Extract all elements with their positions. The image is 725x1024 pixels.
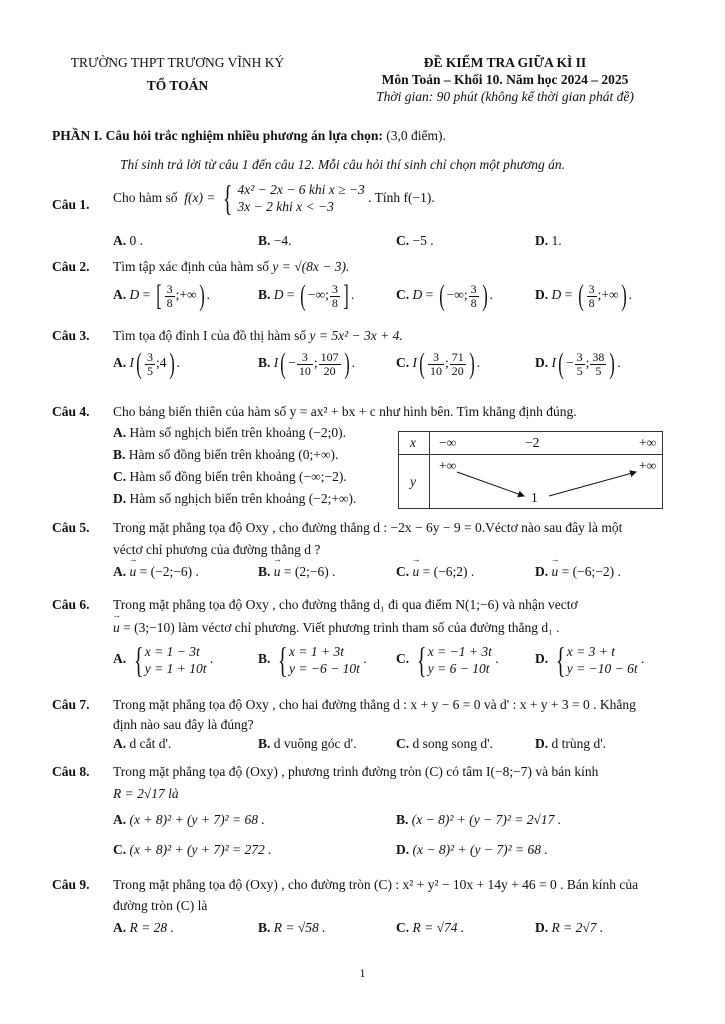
question-label: Câu 6. [52, 597, 90, 612]
question-9-line1: Trong mặt phẳng tọa độ (Oxy) , cho đường tròn (C) : x² + y² − 10x + 14y + 46 = 0 . Bán kính của [113, 877, 639, 892]
q9-option-c[interactable]: C. R = √74 . [396, 920, 465, 935]
q5-option-a[interactable]: A. → u = (−2;−6) . [113, 564, 199, 580]
q3-option-c[interactable]: C. I( $\frac{3}{10}$ ; $\frac{71}{20}$ ) . [396, 347, 481, 380]
q6-option-d[interactable]: D. { x = 3 + t y = −10 − 6t . [535, 640, 645, 680]
variation-table [398, 431, 663, 509]
question-2-text [113, 259, 349, 275]
q5-option-d[interactable]: D. → u = (−6;−2) . [535, 564, 621, 580]
q4-option-c[interactable]: C. Hàm số đồng biến trên khoảng (−∞;−2). [113, 469, 347, 484]
part1-title: PHẦN I. Câu hỏi trắc nghiệm nhiều phương án lựa chọn: [52, 128, 383, 143]
department: TỔ TOÁN [146, 78, 209, 93]
question-label: Câu 1. [52, 197, 90, 212]
exam-subject: Môn Toán – Khối 10. Năm học 2024 – 2025 [381, 72, 629, 87]
part1-instruction: Thí sinh trả lời từ câu 1 đến câu 12. Mỗi câu hỏi thí sinh chỉ chọn một phương án. [120, 157, 565, 172]
school-name: TRƯỜNG THPT TRƯƠNG VĨNH KÝ [70, 55, 285, 70]
question-7-line1: Trong mặt phẳng tọa độ Oxy , cho hai đường thẳng d : x + y − 6 = 0 và d' : x + y + 3 = 0 . Khẳng [113, 697, 636, 712]
q7-option-b[interactable]: B. d vuông góc d'. [258, 736, 357, 751]
q1-option-b[interactable]: B. −4. [258, 233, 292, 248]
page-number: 1 [359, 966, 366, 980]
q1-row2: 3x − 2 khi x < −3 [237, 199, 334, 214]
question-9-line2: đường tròn (C) là [113, 898, 208, 913]
question-label: Câu 2. [52, 259, 90, 274]
exam-time: Thời gian: 90 phút (không kể thời gian phát đề) [376, 89, 634, 104]
q1-fx: f(x) = [180, 190, 216, 205]
question-label: Câu 9. [52, 877, 90, 892]
q7-option-d[interactable]: D. d trùng d'. [535, 736, 607, 751]
question-8-line1: Trong mặt phẳng tọa độ (Oxy) , phương trình đường tròn (C) có tâm I(−8;−7) và bán kính [113, 764, 599, 779]
q5-option-b[interactable]: B. → u = (2;−6) . [258, 564, 336, 580]
q2-option-d[interactable]: D. D = ( $\frac{3}{8}$ ;+∞) . [535, 279, 632, 312]
q5-option-c[interactable]: C. → u = (−6;2) . [396, 564, 474, 580]
table-y1: +∞ [439, 458, 457, 473]
q6-option-c[interactable]: C. { x = −1 + 3t y = 6 − 10t . [396, 640, 499, 680]
question-6-line2: → u = (3;−10) làm véctơ chỉ phương. Viết phương trình tham số của đường thẳng d₁ . [113, 620, 560, 636]
q1-row1: 4x² − 2x − 6 khi x ≥ −3 [237, 182, 365, 197]
table-y-label: y [410, 474, 416, 489]
question-4-text: Cho bảng biến thiên của hàm số y = ax² + bx + c như hình bên. Tìm khẳng định đúng. [113, 404, 577, 419]
q9-option-d[interactable]: D. R = 2√7 . [535, 920, 604, 935]
q1-pre: Cho hàm số [113, 190, 178, 205]
q1-option-d[interactable]: D. 1. [535, 233, 562, 248]
q7-option-c[interactable]: C. d song song d'. [396, 736, 493, 751]
q2-option-b[interactable]: B. D = ( −∞; $\frac{3}{8}$ ] . [258, 279, 355, 312]
table-x1: −∞ [439, 435, 457, 450]
question-6-line1: Trong mặt phẳng tọa độ Oxy , cho đường thẳng d₁ đi qua điểm N(1;−6) và nhận vectơ [113, 597, 578, 612]
q1-option-a[interactable]: A. 0 . [113, 233, 143, 248]
table-x2: −2 [525, 435, 540, 450]
q8-option-a[interactable]: A. (x + 8)² + (y + 7)² = 68 . [113, 812, 265, 827]
question-3-text [113, 328, 403, 344]
q2-option-a[interactable]: A. D = [ $\frac{3}{8}$ ;+∞) . [113, 279, 210, 312]
question-label: Câu 5. [52, 520, 90, 535]
question-7-line2: định nào sau đây là đúng? [113, 717, 254, 732]
table-arrows [399, 432, 664, 510]
q8-option-c[interactable]: C. (x + 8)² + (y + 7)² = 272 . [113, 842, 272, 857]
q2-text: Tìm tập xác định của hàm số [113, 259, 269, 274]
table-x3: +∞ [639, 435, 657, 450]
q7-option-a[interactable]: A. d cắt d'. [113, 736, 172, 751]
q1-piecewise [219, 180, 365, 216]
q4-option-d[interactable]: D. Hàm số nghịch biến trên khoảng (−2;+∞). [113, 491, 357, 506]
q9-option-a[interactable]: A. R = 28 . [113, 920, 174, 935]
q3-func: y = 5x² − 3x + 4. [309, 328, 403, 343]
question-label: Câu 7. [52, 697, 90, 712]
exam-title: ĐỀ KIỂM TRA GIỮA KÌ II [423, 55, 587, 70]
question-label: Câu 8. [52, 764, 90, 779]
table-x-label: x [410, 435, 416, 450]
brace-icon: { [222, 178, 233, 218]
q8-option-b[interactable]: B. (x − 8)² + (y − 7)² = 2√17 . [396, 812, 562, 827]
q3-text: Tìm tọa độ đỉnh I của đồ thị hàm số [113, 328, 307, 343]
q8-option-d[interactable]: D. (x − 8)² + (y − 7)² = 68 . [396, 842, 548, 857]
q6-option-b[interactable]: B. { x = 1 + 3t y = −6 − 10t . [258, 640, 367, 680]
part1-score: (3,0 điểm). [386, 128, 446, 143]
q9-option-b[interactable]: B. R = √58 . [258, 920, 326, 935]
question-label: Câu 4. [52, 404, 90, 419]
part1-heading [52, 128, 446, 144]
q3-option-b[interactable]: B. I( − $\frac{3}{10}$ ; $\frac{107}{20}$ ) . [258, 347, 356, 380]
q4-option-a[interactable]: A. Hàm số nghịch biến trên khoảng (−2;0). [113, 425, 346, 440]
increase-arrow-icon [549, 472, 636, 496]
q2-option-c[interactable]: C. D = ( −∞; $\frac{3}{8}$ ) . [396, 279, 493, 312]
question-5-line2: véctơ chỉ phương của đường thẳng d ? [113, 542, 321, 557]
table-y2: 1 [531, 490, 538, 505]
q6-option-a[interactable]: A. { x = 1 − 3t y = 1 + 10t . [113, 640, 214, 680]
q1-post: . Tính f(−1). [368, 190, 435, 205]
q3-option-d[interactable]: D. I( − $\frac{3}{5}$ ; $\frac{38}{5}$ ) . [535, 347, 621, 380]
question-5-line1: Trong mặt phẳng tọa độ Oxy , cho đường thẳng d : −2x − 6y − 9 = 0.Véctơ nào sau đây là một [113, 520, 623, 535]
q2-func: y = √(8x − 3). [272, 259, 350, 274]
table-y3: +∞ [639, 458, 657, 473]
question-label: Câu 3. [52, 328, 90, 343]
q1-option-c[interactable]: C. −5 . [396, 233, 434, 248]
decrease-arrow-icon [457, 472, 524, 496]
q4-option-b[interactable]: B. Hàm số đồng biến trên khoảng (0;+∞). [113, 447, 339, 462]
question-1-text [113, 180, 435, 216]
question-8-line2: R = 2√17 là [113, 786, 179, 801]
q3-option-a[interactable]: A. I( $\frac{3}{5}$ ;4) . [113, 347, 180, 380]
